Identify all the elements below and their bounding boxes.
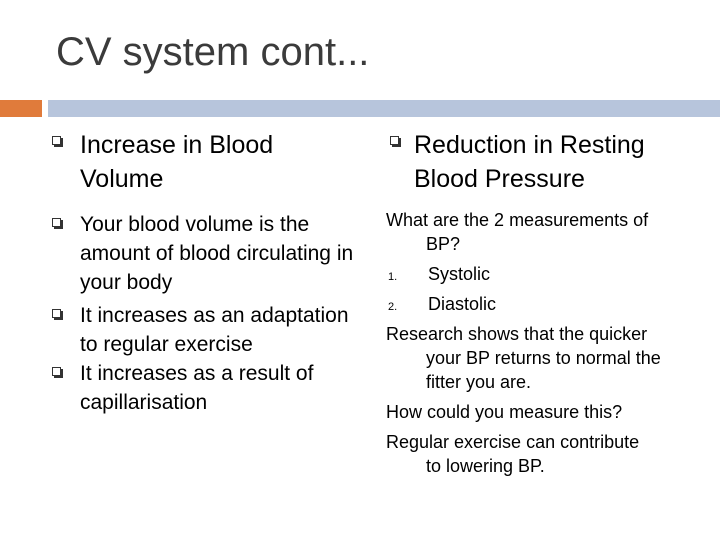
left-bullet-text: It increases as a result of capillarisation bbox=[80, 362, 314, 414]
list-number: 1. bbox=[388, 271, 398, 283]
measurements-question: What are the 2 measurements of BP? bbox=[386, 210, 649, 254]
left-bullet-2 bbox=[48, 301, 354, 359]
left-column bbox=[48, 128, 354, 417]
right-heading-bullet bbox=[386, 128, 696, 196]
right-heading: Reduction in Resting Blood Pressure bbox=[414, 131, 645, 193]
list-number: 2. bbox=[388, 301, 398, 313]
right-heading-block bbox=[386, 128, 696, 196]
numbered-item-1 bbox=[386, 262, 696, 286]
square-bullet-icon bbox=[52, 136, 61, 145]
left-bullet-1 bbox=[48, 210, 354, 297]
square-bullet-icon bbox=[390, 136, 399, 145]
right-column bbox=[386, 128, 696, 484]
square-bullet-icon bbox=[52, 309, 61, 318]
regular-exercise-text: Regular exercise can contribute to lowering BP. bbox=[386, 432, 640, 476]
left-bullet-3 bbox=[48, 359, 354, 417]
list-item-text: Systolic bbox=[428, 264, 491, 284]
left-bullet-text: It increases as an adaptation to regular exercise bbox=[80, 304, 349, 356]
left-heading-bullet bbox=[48, 128, 354, 196]
square-bullet-icon bbox=[52, 218, 61, 227]
list-item-text: Diastolic bbox=[428, 294, 497, 314]
slide-title: CV system cont... bbox=[56, 30, 370, 74]
research-text: Research shows that the quicker your BP returns to normal the fitter you are. bbox=[386, 324, 661, 392]
measure-question: How could you measure this? bbox=[386, 402, 623, 422]
numbered-item-2 bbox=[386, 292, 696, 316]
left-heading: Increase in Blood Volume bbox=[80, 131, 274, 193]
header-band bbox=[48, 100, 720, 117]
accent-bar bbox=[0, 100, 42, 117]
left-bullet-text: Your blood volume is the amount of blood circulating in your body bbox=[80, 213, 354, 294]
square-bullet-icon bbox=[52, 367, 61, 376]
